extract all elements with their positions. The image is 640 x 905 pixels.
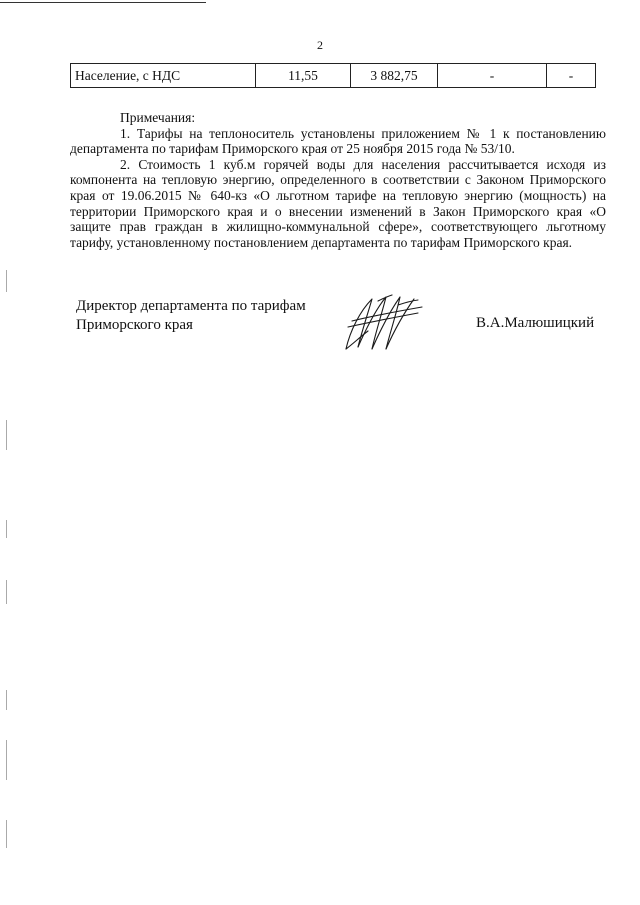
page-number: 2 [317, 38, 323, 52]
table-cell-value-4: - [547, 64, 596, 88]
scan-edge-mark [6, 740, 7, 780]
handwritten-signature [338, 291, 428, 355]
tariff-table [70, 63, 596, 88]
scan-edge-mark [6, 520, 7, 538]
scan-edge-mark [6, 820, 7, 848]
scan-edge-mark [6, 690, 7, 710]
table-cell-value-3: - [438, 64, 547, 88]
note-item-1: 1. Тарифы на теплоноситель установлены приложением № 1 к постановлению департамента по тарифам Приморского края от 25 ноября 2015 года № 53/10. [70, 125, 606, 157]
table-cell-value-2: 3 882,75 [351, 64, 438, 88]
signer-position-line-2: Приморского края [76, 317, 193, 333]
table-cell-category: Население, с НДС [71, 64, 256, 88]
signer-position-line-1: Директор департамента по тарифам [76, 298, 306, 314]
table-row [71, 64, 596, 88]
notes-section [70, 110, 606, 250]
notes-title: Примечания: [120, 110, 196, 125]
signature-block [76, 297, 616, 367]
scan-edge-mark [6, 420, 7, 450]
note-item-2: 2. Стоимость 1 куб.м горячей воды для населения рассчитывается исходя из компонента на тепловую энергию, определенного в соответствии с Законом Приморского края от 19.06.2015 № 640-кз «О льготном тарифе на тепловую энергию (мощность) на территории Приморского края и о внесении изменений в Закон Приморского края «О защите прав граждан в жилищно-коммунальной сфере», соответствующего льготному тарифу, установленному постановлением департамента по тарифам Приморского края. [70, 156, 606, 250]
top-rule [0, 2, 206, 3]
scan-edge-mark [6, 580, 7, 604]
table-cell-value-1: 11,55 [256, 64, 351, 88]
signer-name: В.А.Малюшицкий [476, 315, 595, 331]
scan-edge-mark [6, 270, 7, 292]
signer-position [76, 297, 306, 335]
